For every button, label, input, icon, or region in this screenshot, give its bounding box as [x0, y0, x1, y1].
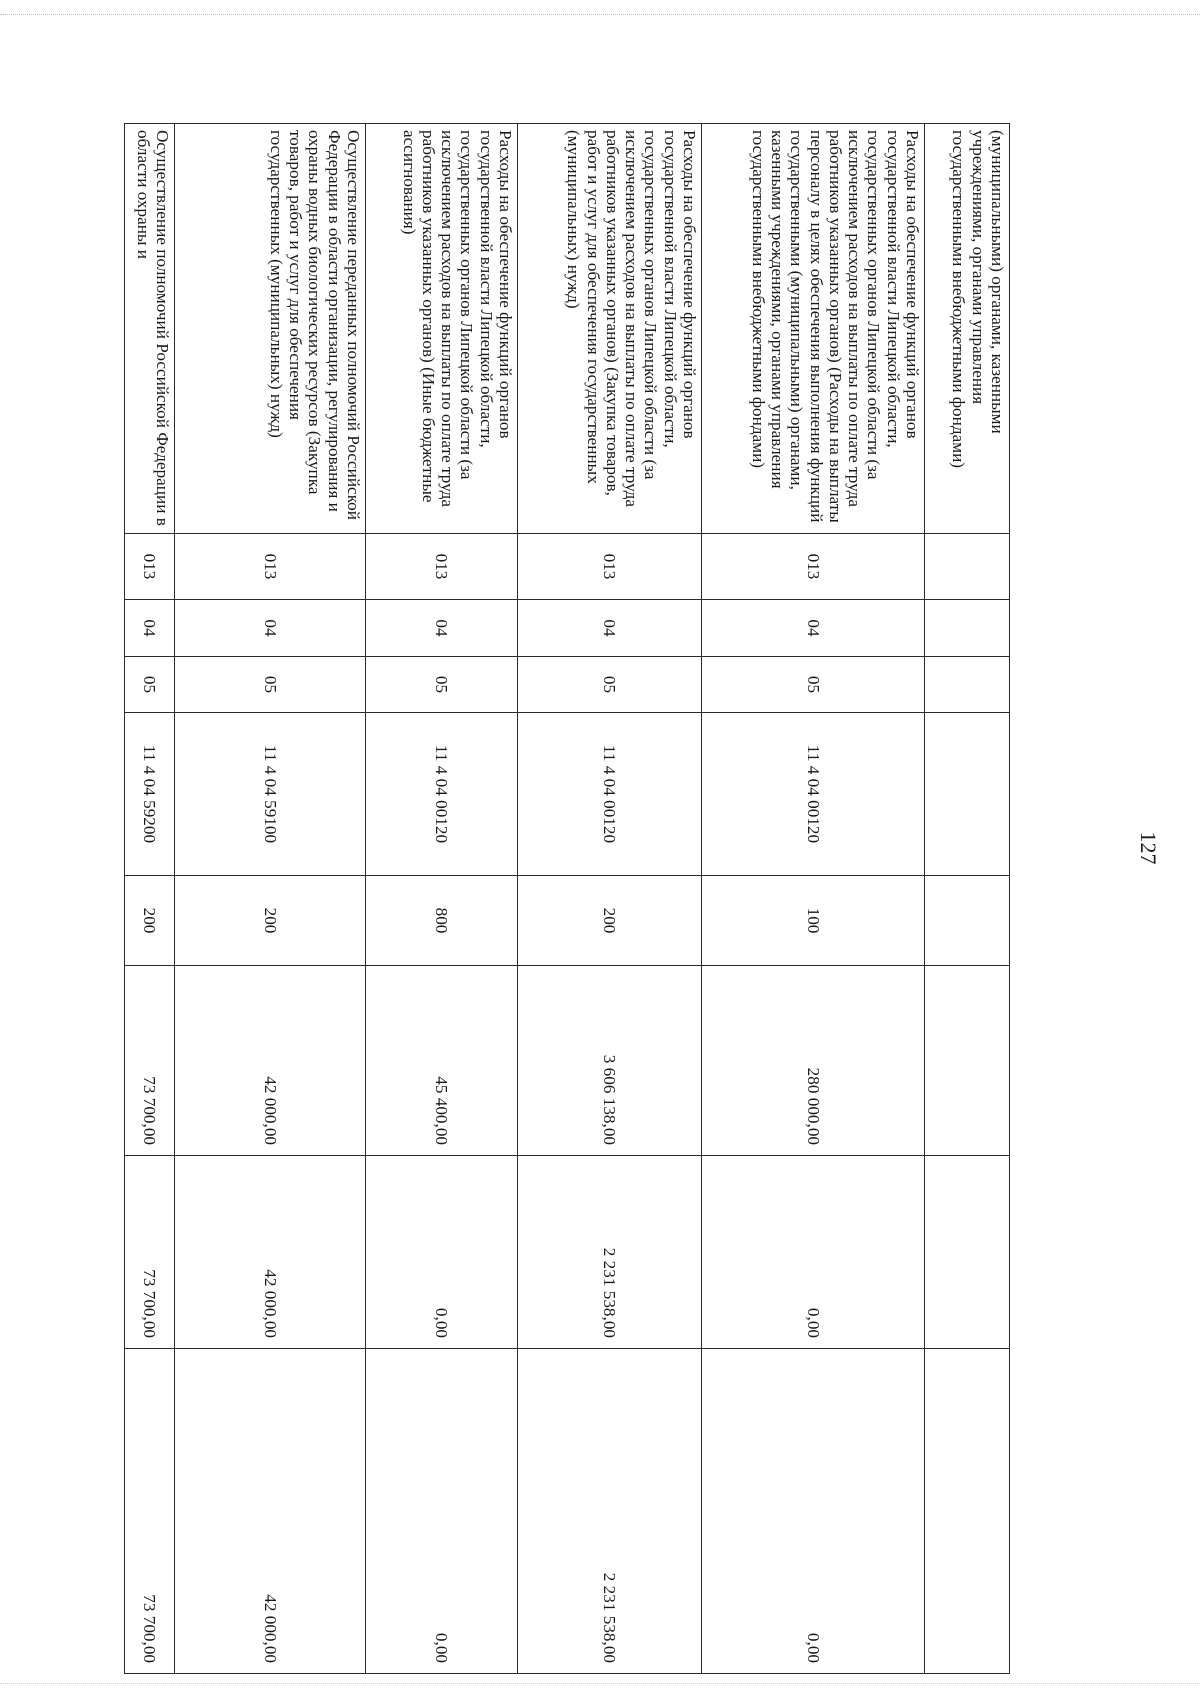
- table-row: [175, 124, 366, 1674]
- target-article: 11 4 04 00120: [702, 713, 925, 876]
- table-row: [518, 124, 702, 1674]
- amount-year2: 42 000,00: [175, 1156, 366, 1349]
- grbs-code: 013: [518, 534, 702, 600]
- amount-year3: [925, 1349, 1010, 1674]
- page-number: 127: [1136, 831, 1161, 865]
- amount-year2: 2 231 538,00: [518, 1156, 702, 1349]
- scan-edge-top: [0, 14, 1200, 15]
- row-description: Осуществление переданных полномочий Российской Федерации в области организации, регулирования и охраны водных биологических ресурсов (Закупка товаров, работ и услуг для обеспечения государственных (муниципальных) нужд): [175, 124, 366, 534]
- target-article: 11 4 04 59200: [125, 713, 175, 876]
- scan-edge-bottom: [0, 1683, 1200, 1684]
- amount-year1: [925, 966, 1010, 1156]
- table-row: [125, 124, 175, 1674]
- subsection-code: [925, 657, 1010, 713]
- target-article: 11 4 04 00120: [366, 713, 518, 876]
- expense-type: 100: [702, 876, 925, 966]
- expense-type: 800: [366, 876, 518, 966]
- table-wrapper: [125, 123, 1010, 1673]
- amount-year3: 0,00: [702, 1349, 925, 1674]
- amount-year3: 2 231 538,00: [518, 1349, 702, 1674]
- amount-year1: 45 400,00: [366, 966, 518, 1156]
- subsection-code: 05: [518, 657, 702, 713]
- grbs-code: 013: [175, 534, 366, 600]
- table-row: [925, 124, 1010, 1674]
- section-code: [925, 600, 1010, 657]
- expense-type: 200: [125, 876, 175, 966]
- expense-type: 200: [175, 876, 366, 966]
- target-article: 11 4 04 59100: [175, 713, 366, 876]
- grbs-code: 013: [125, 534, 175, 600]
- budget-table: [124, 123, 1010, 1674]
- expense-type: 200: [518, 876, 702, 966]
- grbs-code: 013: [366, 534, 518, 600]
- amount-year1: 42 000,00: [175, 966, 366, 1156]
- grbs-code: 013: [702, 534, 925, 600]
- subsection-code: 05: [175, 657, 366, 713]
- table-row: [702, 124, 925, 1674]
- section-code: 04: [125, 600, 175, 657]
- amount-year1: 73 700,00: [125, 966, 175, 1156]
- amount-year3: 73 700,00: [125, 1349, 175, 1674]
- section-code: 04: [175, 600, 366, 657]
- row-description: Расходы на обеспечение функций органов государственной власти Липецкой области, государственных органов Липецкой области (за исключением расходов на выплаты по оплате труда работников указанных органов) (Иные бюджетные ассигнования): [366, 124, 518, 534]
- amount-year2: 0,00: [366, 1156, 518, 1349]
- section-code: 04: [366, 600, 518, 657]
- amount-year2: [925, 1156, 1010, 1349]
- row-description: Осуществление полномочий Российской Федерации в области охраны и: [125, 124, 175, 534]
- target-article: 11 4 04 00120: [518, 713, 702, 876]
- amount-year1: 3 606 138,00: [518, 966, 702, 1156]
- amount-year2: 73 700,00: [125, 1156, 175, 1349]
- expense-type: [925, 876, 1010, 966]
- amount-year3: 42 000,00: [175, 1349, 366, 1674]
- amount-year2: 0,00: [702, 1156, 925, 1349]
- row-description: (муниципальными) органами, казенными учреждениями, органами управления государственными внебюджетными фондами): [925, 124, 1010, 534]
- table-row: [366, 124, 518, 1674]
- subsection-code: 05: [702, 657, 925, 713]
- row-description: Расходы на обеспечение функций органов государственной власти Липецкой области, государственных органов Липецкой области (за исключением расходов на выплаты по оплате труда работников указанных органов) (Расходы на выплаты персоналу в целях обеспечения выполнения функций государственными (муниципальными) органами, казенными учреждениями, органами управления государственными внебюджетными фондами): [702, 124, 925, 534]
- rotated-table-frame: [125, 123, 1010, 1673]
- subsection-code: 05: [366, 657, 518, 713]
- subsection-code: 05: [125, 657, 175, 713]
- section-code: 04: [518, 600, 702, 657]
- amount-year3: 0,00: [366, 1349, 518, 1674]
- section-code: 04: [702, 600, 925, 657]
- row-description: Расходы на обеспечение функций органов государственной власти Липецкой области, государственных органов Липецкой области (за исключением расходов на выплаты по оплате труда работников указанных органов) (Закупка товаров, работ и услуг для обеспечения государственных (муниципальных) нужд): [518, 124, 702, 534]
- amount-year1: 280 000,00: [702, 966, 925, 1156]
- grbs-code: [925, 534, 1010, 600]
- target-article: [925, 713, 1010, 876]
